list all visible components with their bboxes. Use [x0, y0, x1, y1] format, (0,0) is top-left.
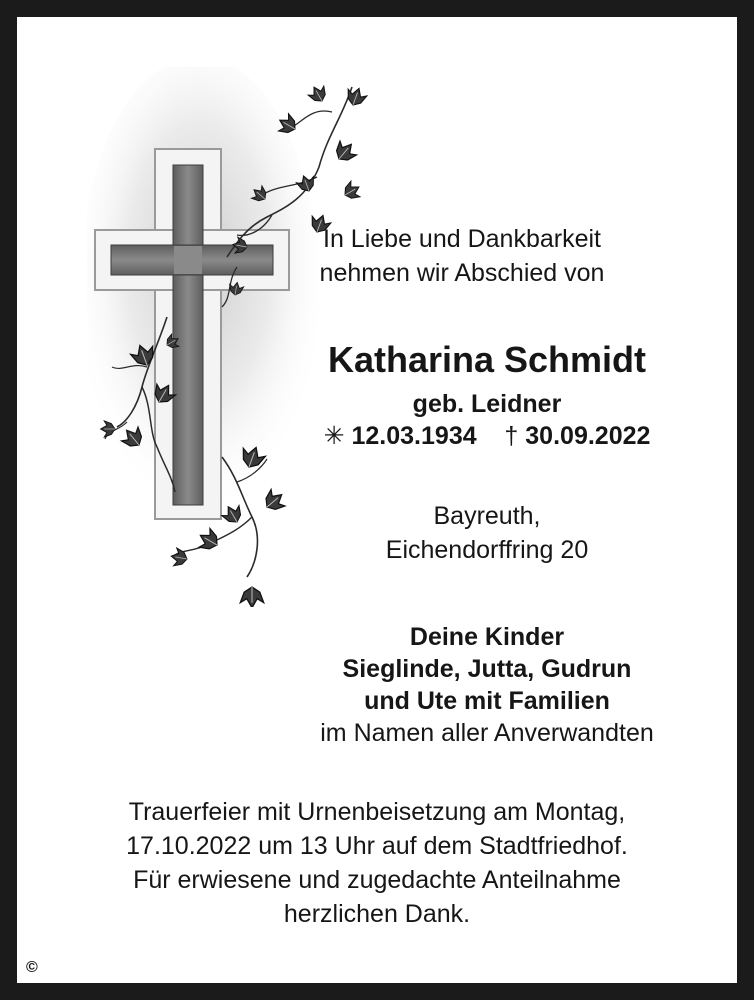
address-line: Eichendorffring 20 [385, 536, 589, 564]
mourners [262, 621, 712, 749]
birth-name: geb. Leidner [412, 390, 562, 418]
intro-text [262, 222, 662, 290]
copyright-icon: © [26, 959, 38, 976]
intro-line: nehmen wir Abschied von [319, 259, 605, 287]
funeral-line: Für erwiesene und zugedachte Anteilnahme [133, 866, 621, 894]
mourners-line: und Ute mit Familien [364, 687, 610, 715]
death-date: 30.09.2022 [525, 422, 651, 450]
birth-date: 12.03.1934 [351, 422, 477, 450]
funeral-info [17, 795, 737, 931]
mourners-relatives: im Namen aller Anverwandten [320, 719, 654, 747]
funeral-line: 17.10.2022 um 13 Uhr auf dem Stadtfriedhof. [126, 832, 628, 860]
obituary-notice [17, 17, 737, 983]
mourners-line: Sieglinde, Jutta, Gudrun [342, 655, 632, 683]
address-line: Bayreuth, [433, 502, 541, 530]
funeral-line: herzlichen Dank. [283, 900, 471, 928]
birth-star-icon: ✳ [323, 422, 345, 450]
intro-line: In Liebe und Dankbarkeit [323, 225, 601, 253]
deceased-name: Katharina Schmidt [327, 339, 647, 380]
death-cross-icon: † [504, 422, 519, 450]
life-dates [262, 419, 712, 453]
mourners-line: Deine Kinder [409, 623, 565, 651]
address [262, 499, 712, 567]
funeral-line: Trauerfeier mit Urnenbeisetzung am Montag, [128, 798, 626, 826]
